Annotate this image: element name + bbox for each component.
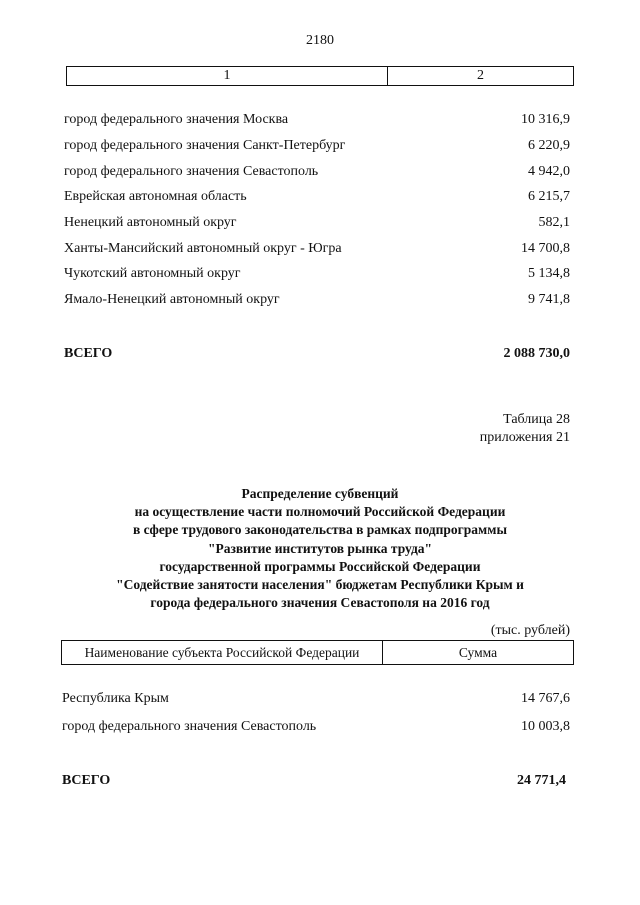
document-title bbox=[40, 485, 600, 612]
region-value: 4 942,0 bbox=[528, 164, 570, 179]
total-label: ВСЕГО bbox=[62, 773, 111, 788]
title-line: "Содействие занятости населения" бюджетам Республики Крым и bbox=[116, 577, 524, 593]
region-value: 5 134,8 bbox=[528, 266, 570, 281]
title-line: Распределение субвенций bbox=[241, 486, 399, 501]
title-line: государственной программы Российской Федерации bbox=[159, 558, 481, 574]
units-label: (тыс. рублей) bbox=[490, 623, 570, 638]
table-row bbox=[64, 188, 570, 206]
table-row bbox=[64, 137, 570, 155]
region-value: 9 741,8 bbox=[528, 292, 570, 307]
table-row bbox=[62, 690, 570, 708]
region-name: Ненецкий автономный округ bbox=[64, 215, 237, 230]
table-row bbox=[62, 718, 570, 736]
appendix-number: приложения 21 bbox=[479, 430, 570, 445]
title-line: на осуществление части полномочий Российской Федерации bbox=[134, 504, 506, 520]
table2-header-col1: Наименование субъекта Российской Федерации bbox=[84, 645, 360, 660]
table-row bbox=[64, 214, 570, 232]
region-name: город федерального значения Москва bbox=[64, 112, 289, 127]
title-line: в сфере трудового законодательства в рамках подпрограммы bbox=[133, 522, 507, 538]
total-value: 2 088 730,0 bbox=[503, 346, 570, 361]
table-row bbox=[64, 240, 570, 258]
region-value: 14 767,6 bbox=[521, 691, 570, 706]
table-row bbox=[64, 265, 570, 283]
title-line: "Развитие институтов рынка труда" bbox=[207, 540, 433, 556]
region-name: город федерального значения Севастополь bbox=[64, 164, 319, 179]
region-name: Республика Крым bbox=[62, 691, 169, 706]
region-name: город федерального значения Санкт-Петербург bbox=[64, 138, 346, 153]
title-line: города федерального значения Севастополя на 2016 год bbox=[150, 595, 490, 611]
region-name: Ямало-Ненецкий автономный округ bbox=[64, 292, 280, 307]
region-name: Еврейская автономная область bbox=[64, 189, 247, 204]
table-row bbox=[64, 163, 570, 181]
total-value: 24 771,4 bbox=[517, 773, 566, 788]
table-number: Таблица 28 bbox=[503, 412, 570, 427]
table2-header-col2: Сумма bbox=[382, 641, 573, 664]
region-name: Чукотский автономный округ bbox=[64, 266, 241, 281]
table-row bbox=[64, 111, 570, 129]
region-name: Ханты-Мансийский автономный округ - Югра bbox=[64, 241, 342, 256]
region-value: 10 003,8 bbox=[521, 719, 570, 734]
page-number: 2180 bbox=[306, 33, 334, 48]
table1-header-col2: 2 bbox=[387, 67, 573, 85]
region-value: 14 700,8 bbox=[521, 241, 570, 256]
region-value: 6 215,7 bbox=[528, 189, 570, 204]
table1-total-row bbox=[64, 345, 570, 363]
total-label: ВСЕГО bbox=[64, 346, 113, 361]
table1-header bbox=[66, 66, 574, 86]
table2-header bbox=[61, 640, 574, 665]
table2-total-row bbox=[62, 772, 566, 790]
region-value: 582,1 bbox=[538, 215, 570, 230]
table-row bbox=[64, 291, 570, 309]
region-value: 10 316,9 bbox=[521, 112, 570, 127]
region-value: 6 220,9 bbox=[528, 138, 570, 153]
region-name: город федерального значения Севастополь bbox=[62, 719, 317, 734]
table1-header-col1: 1 bbox=[223, 68, 231, 83]
table-reference bbox=[480, 411, 570, 447]
